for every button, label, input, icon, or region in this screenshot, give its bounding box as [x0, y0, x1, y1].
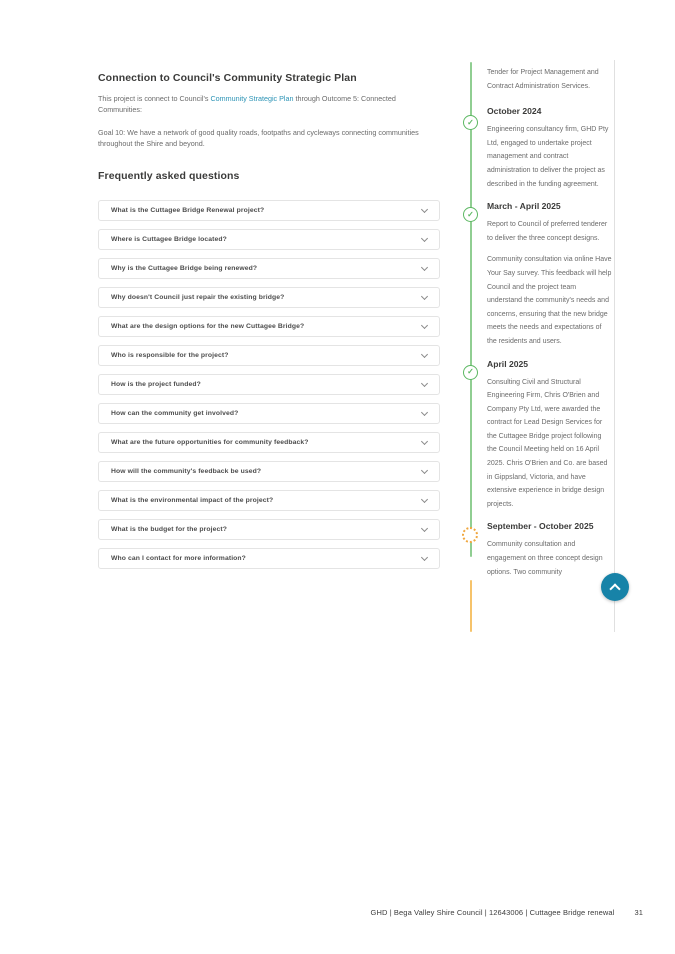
- timeline-milestone: [467, 357, 613, 512]
- project-timeline: [460, 60, 616, 632]
- milestone-date: March - April 2025: [487, 201, 561, 212]
- faq-accordion-item[interactable]: [98, 374, 440, 395]
- page-footer: [371, 908, 643, 917]
- faq-list: [98, 200, 440, 569]
- faq-accordion-item[interactable]: [98, 432, 440, 453]
- milestone-description: Community consultation via online Have Your Say survey. This feedback will help Council and the project team understand the community's needs and concerns, ensuring that the new bridge meets the needs and expectations of the residents and users.: [487, 256, 612, 345]
- milestone-description: Report to Council of preferred tenderer to deliver the three concept designs.: [487, 221, 608, 242]
- chevron-down-icon: [421, 380, 428, 387]
- chevron-down-icon: [421, 322, 428, 329]
- timeline-milestones: [460, 104, 616, 579]
- faq-question-label: What is the budget for the project?: [111, 526, 228, 533]
- faq-heading: Frequently asked questions: [98, 170, 240, 182]
- chevron-down-icon: [421, 525, 428, 532]
- faq-question-label: How is the project funded?: [111, 381, 201, 388]
- faq-question-label: What are the future opportunities for community feedback?: [111, 439, 309, 446]
- faq-question-label: Why is the Cuttagee Bridge being renewed?: [111, 265, 258, 272]
- faq-question-label: What are the design options for the new Cuttagee Bridge?: [111, 323, 305, 330]
- chevron-down-icon: [421, 467, 428, 474]
- community-strategic-plan-link[interactable]: Community Strategic Plan: [210, 94, 294, 103]
- faq-accordion-item[interactable]: [98, 200, 440, 221]
- milestone-description: Community consultation and engagement on three concept design options. Two community: [487, 541, 603, 576]
- faq-question-label: How will the community's feedback be used?: [111, 468, 262, 475]
- faq-accordion-item[interactable]: [98, 519, 440, 540]
- in-progress-spinner-icon: [462, 527, 478, 543]
- timeline-milestone: [467, 199, 613, 348]
- paragraph-text: through Outcome 5: Connected Communities:: [98, 94, 396, 114]
- page-number: 31: [634, 908, 643, 917]
- faq-accordion-item[interactable]: [98, 258, 440, 279]
- milestone-description: Engineering consultancy firm, GHD Pty Ltd, engaged to undertake project management and contract administration to deliver the project as described in the funding agreement.: [487, 126, 609, 188]
- chevron-up-icon: [609, 583, 620, 594]
- timeline-milestone: [487, 519, 613, 579]
- paragraph-text: This project is connect to Council's: [98, 94, 211, 103]
- chevron-down-icon: [421, 235, 428, 242]
- main-content-column: [98, 72, 440, 577]
- milestone-date: April 2025: [487, 358, 529, 369]
- chevron-down-icon: [421, 438, 428, 445]
- faq-question-label: What is the environmental impact of the project?: [111, 497, 274, 504]
- faq-accordion-item[interactable]: [98, 345, 440, 366]
- faq-accordion-item[interactable]: [98, 403, 440, 424]
- faq-accordion-item[interactable]: [98, 287, 440, 308]
- chevron-down-icon: [421, 293, 428, 300]
- faq-accordion-item[interactable]: [98, 548, 440, 569]
- chevron-down-icon: [421, 554, 428, 561]
- faq-question-label: How can the community get involved?: [111, 410, 239, 417]
- footer-document-title: GHD | Bega Valley Shire Council | 12643006 | Cuttagee Bridge renewal: [370, 908, 615, 917]
- section-heading-strategic-plan: Connection to Council's Community Strategic Plan: [98, 72, 357, 84]
- faq-question-label: Why doesn't Council just repair the existing bridge?: [111, 294, 285, 301]
- faq-accordion-item[interactable]: [98, 229, 440, 250]
- check-circle-icon: ✓: [463, 365, 478, 380]
- faq-accordion-item[interactable]: [98, 461, 440, 482]
- faq-accordion-item[interactable]: [98, 490, 440, 511]
- milestone-date: September - October 2025: [487, 521, 594, 532]
- milestone-description: Consulting Civil and Structural Engineering Firm, Chris O'Brien and Company Pty Ltd, were awarded the contract for Lead Design Services for the Cuttagee Bridge project following the Council Meeting held on 16 April 2025. Chris O'Brien and Co. are based in Gippsland, Victoria, and have extensive experience in bridge design projects.: [487, 378, 608, 508]
- check-circle-icon: ✓: [463, 207, 478, 222]
- check-circle-icon: ✓: [463, 115, 478, 130]
- strategic-plan-paragraph: [98, 93, 440, 115]
- faq-question-label: Who can I contact for more information?: [111, 555, 246, 562]
- timeline-line-upcoming: [470, 580, 472, 632]
- chevron-down-icon: [421, 351, 428, 358]
- goal-paragraph: Goal 10: We have a network of good quality roads, footpaths and cycleways connecting communities throughout the Shire and beyond.: [98, 128, 419, 148]
- timeline-milestone: [467, 104, 613, 191]
- chevron-down-icon: [421, 409, 428, 416]
- timeline-intro-text: Tender for Project Management and Contract Administration Services.: [487, 69, 599, 90]
- faq-question-label: Who is responsible for the project?: [111, 352, 229, 359]
- faq-question-label: Where is Cuttagee Bridge located?: [111, 236, 227, 243]
- timeline-scroll-track[interactable]: [614, 60, 615, 632]
- faq-accordion-item[interactable]: [98, 316, 440, 337]
- chevron-down-icon: [421, 264, 428, 271]
- chevron-down-icon: [421, 496, 428, 503]
- milestone-date: October 2024: [487, 106, 542, 117]
- back-to-top-button[interactable]: [601, 573, 629, 601]
- faq-question-label: What is the Cuttagee Bridge Renewal project?: [111, 207, 265, 214]
- chevron-down-icon: [421, 206, 428, 213]
- timeline-line-completed: [470, 62, 472, 557]
